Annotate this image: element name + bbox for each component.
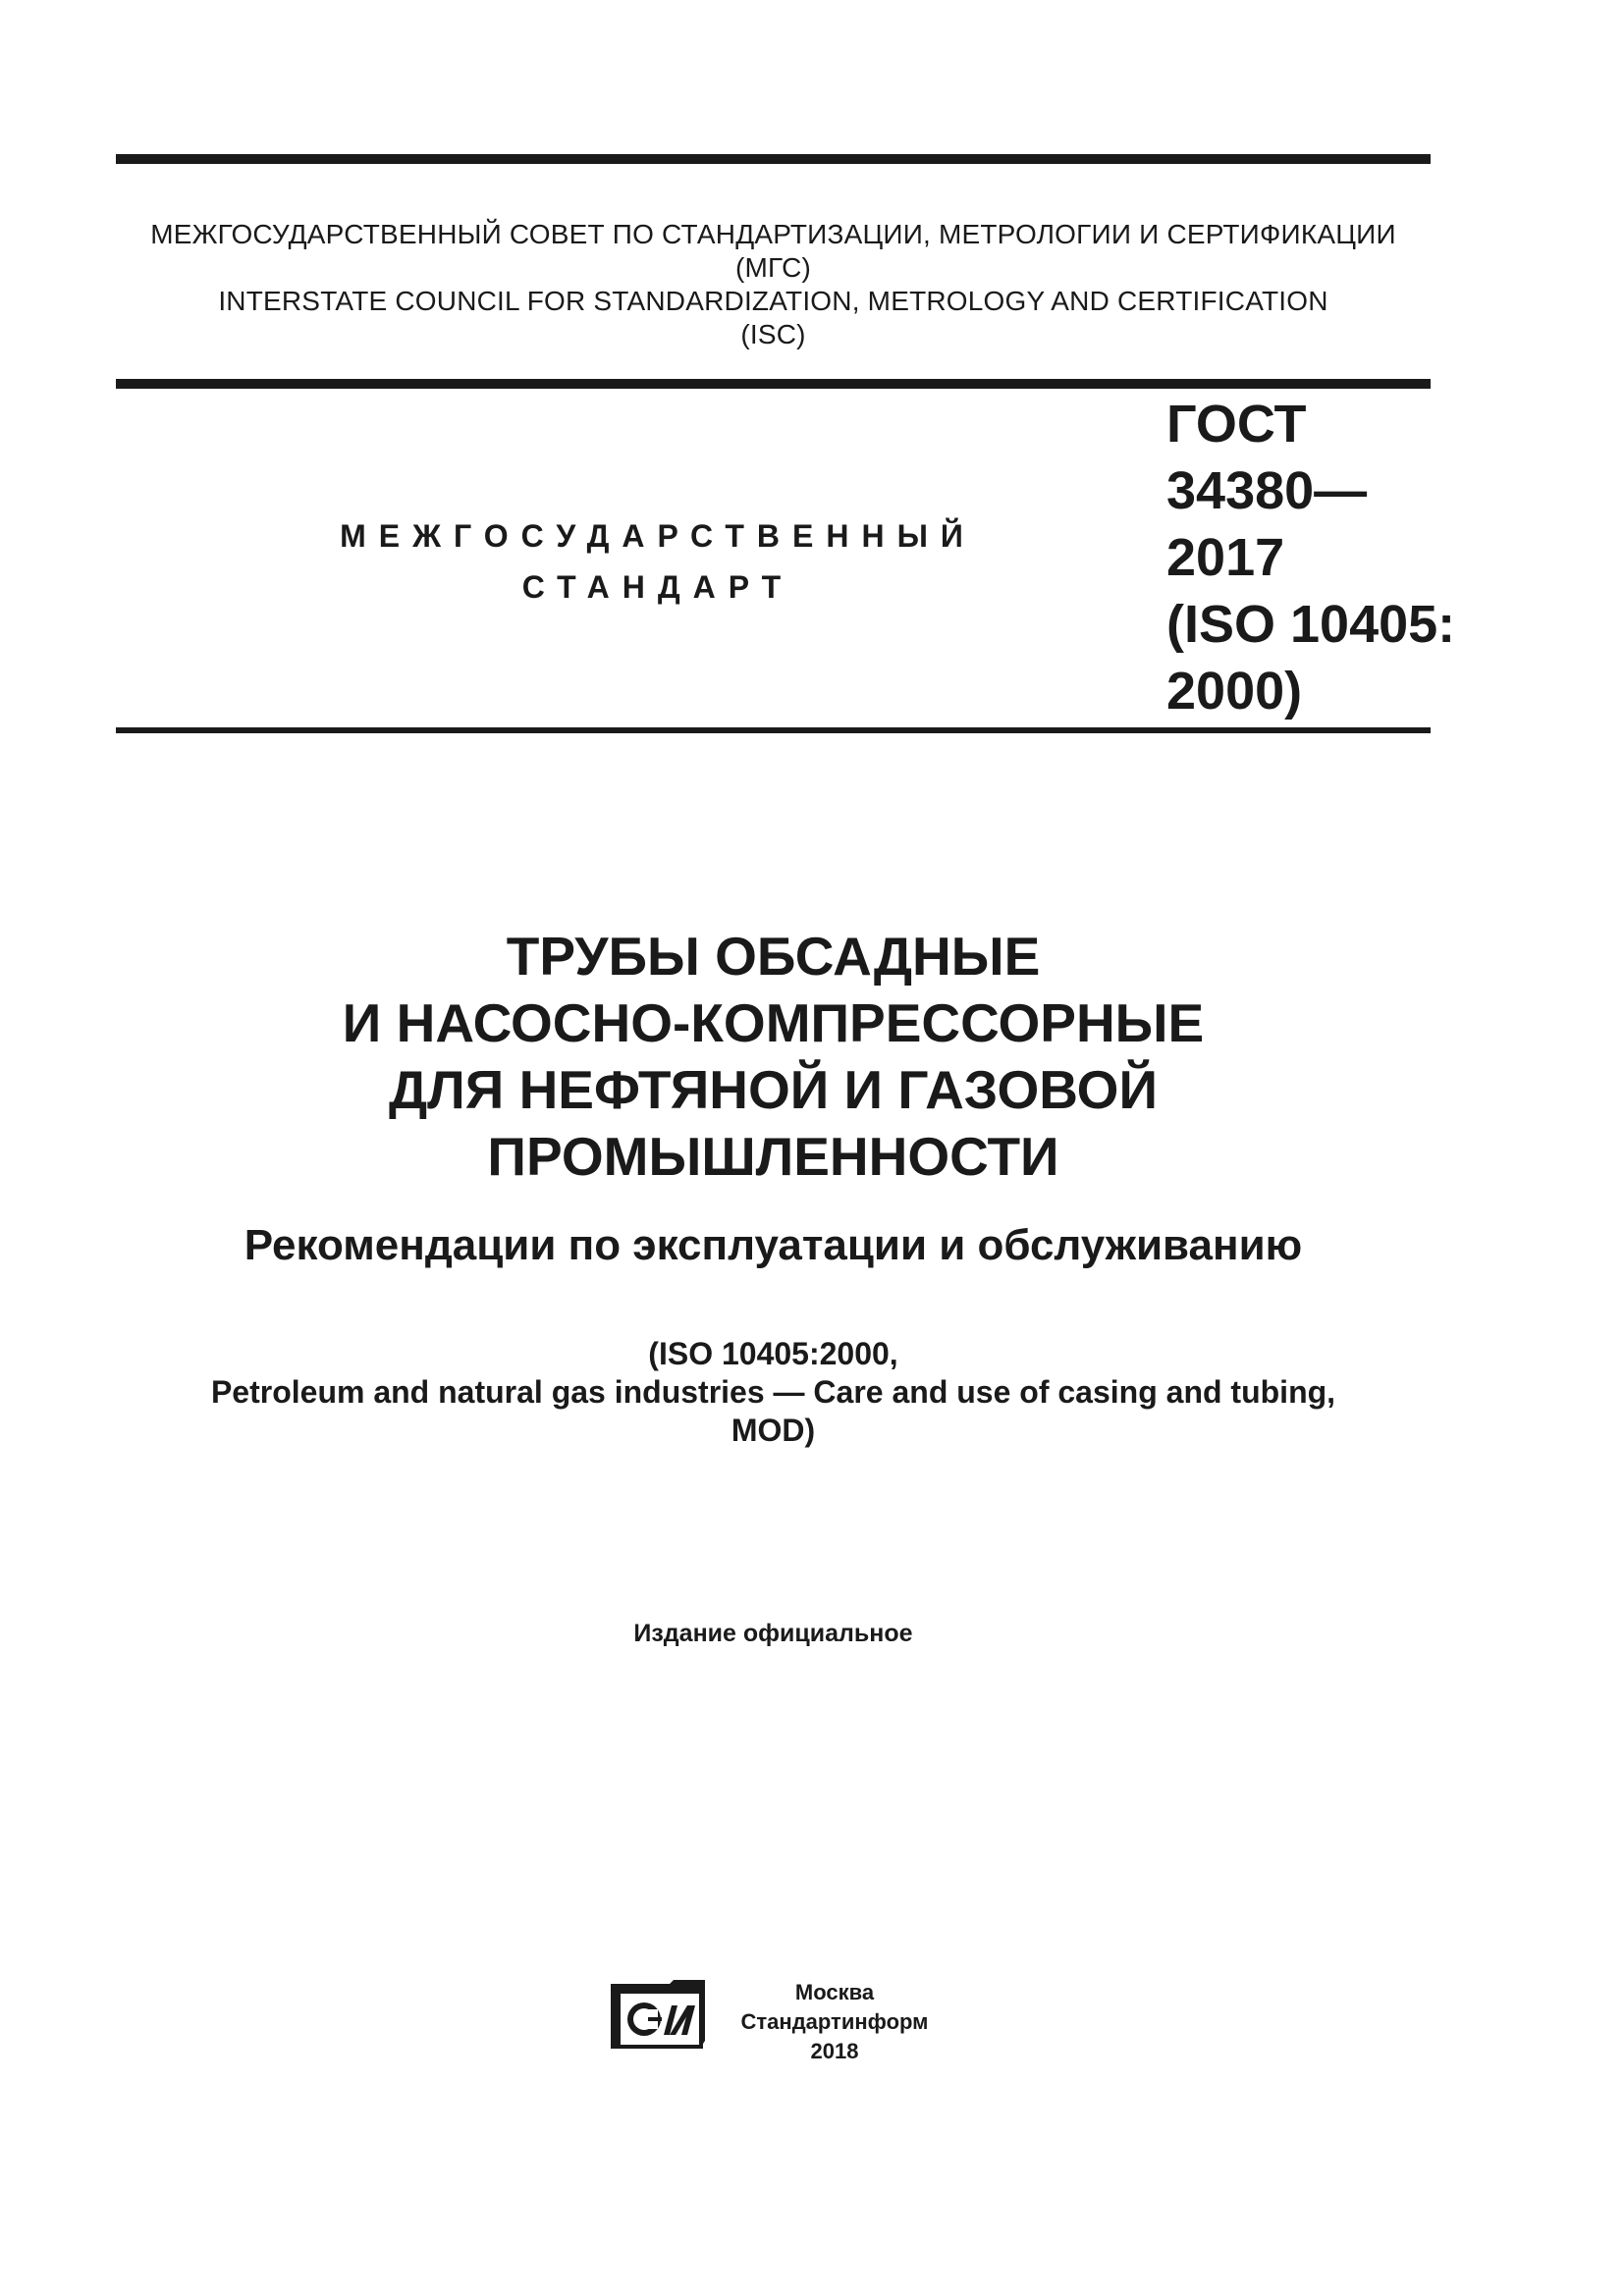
document-subtitle: Рекомендации по эксплуатации и обслуживанию — [244, 1221, 1303, 1269]
standartinform-logo-icon — [609, 1980, 707, 2053]
gost-line-3: 2017 — [1166, 528, 1285, 587]
council-abbr-en: (ISC) — [740, 319, 806, 349]
title-line-4: ПРОМЫШЛЕННОСТИ — [487, 1126, 1059, 1187]
gost-line-4: (ISO 10405: — [1166, 595, 1456, 654]
title-line-3: ДЛЯ НЕФТЯНОЙ И ГАЗОВОЙ — [389, 1059, 1158, 1120]
iso-reference-line-1: (ISO 10405:2000, — [648, 1336, 898, 1371]
publisher-city: Москва — [794, 1980, 875, 2004]
council-name-ru: МЕЖГОСУДАРСТВЕННЫЙ СОВЕТ ПО СТАНДАРТИЗАЦИИ, МЕТРОЛОГИИ И СЕРТИФИКАЦИИ — [150, 219, 1396, 249]
council-header — [116, 218, 1431, 351]
bottom-rule — [116, 727, 1431, 733]
designation-line-2: СТАНДАРТ — [521, 569, 794, 605]
edition-label: Издание официальное — [633, 1620, 913, 1647]
council-abbr-ru: (МГС) — [734, 252, 812, 283]
gost-line-5: 2000) — [1166, 662, 1303, 721]
gost-line-1: ГОСТ — [1166, 395, 1307, 454]
gost-line-2: 34380— — [1166, 461, 1368, 520]
top-rule — [116, 154, 1431, 164]
standard-designation — [295, 510, 1021, 613]
council-name-en: INTERSTATE COUNCIL FOR STANDARDIZATION, METROLOGY AND CERTIFICATION — [218, 286, 1328, 316]
iso-reference-line-3: MOD) — [731, 1413, 816, 1448]
publisher-imprint — [717, 1978, 952, 2066]
designation-line-1: МЕЖГОСУДАРСТВЕННЫЙ — [340, 518, 976, 554]
iso-reference — [116, 1335, 1431, 1450]
publisher-year: 2018 — [810, 2039, 859, 2063]
iso-reference-line-2: Petroleum and natural gas industries — Care and use of casing and tubing, — [210, 1374, 1336, 1410]
gost-number — [1166, 391, 1456, 724]
publisher-name: Стандартинформ — [740, 2009, 929, 2034]
title-line-2: И НАСОСНО-КОМПРЕССОРНЫЕ — [342, 992, 1205, 1053]
document-title — [116, 923, 1431, 1190]
title-line-1: ТРУБЫ ОБСАДНЫЕ — [506, 926, 1041, 987]
middle-rule — [116, 379, 1431, 389]
